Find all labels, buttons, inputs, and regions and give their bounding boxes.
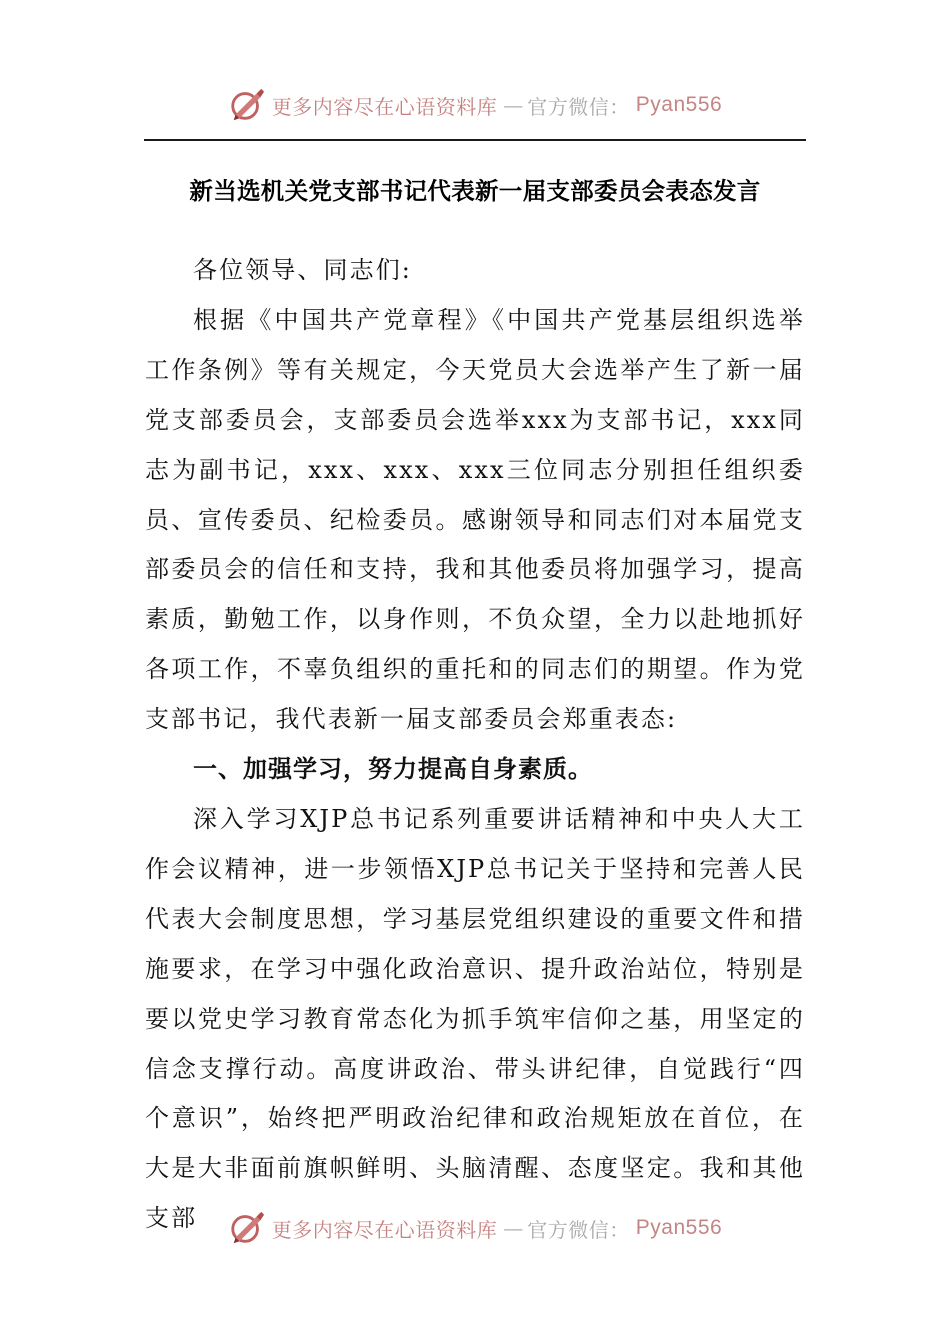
banner-label: 官方微信： [527,94,630,119]
header-divider [144,139,806,141]
banner-title: 更多内容尽在心语资料库 [271,1217,498,1242]
section-heading: 一、加强学习，努力提高自身素质。 [193,755,593,784]
document-body [145,246,805,1244]
footer-banner [0,1203,950,1253]
body-paragraph: 根据《中国共产党章程》《中国共产党基层组织选举工作条例》等有关规定，今天党员大会选举产生了新一届党支部委员会，支部委员会选举xxx为支部书记，xxx同志为副书记，xxx、xxx、xxx三位同志分别担任组织委员、宣传委员、纪检委员。感谢领导和同志们对本届党支部委员会的信任和支持，我和其他委员将加强学习，提高素质，勤勉工作，以身作则，不负众望，全力以赴地抓好各项工作，不辜负组织的重托和的同志们的期望。作为党支部书记，我代表新一届支部委员会郑重表态: [145,305,805,734]
banner-title: 更多内容尽在心语资料库 [271,94,498,119]
banner-separator: — [503,1216,522,1240]
salutation: 各位领导、同志们: [193,256,412,284]
header-banner [0,80,950,130]
pen-circle-logo-icon [228,86,266,124]
body-paragraph: 深入学习XJP总书记系列重要讲话精神和中央人大工作会议精神，进一步领悟XJP总书记关于坚持和完善人民代表大会制度思想，学习基层党组织建设的重要文件和措施要求，在学习中强化政治意识、提升政治站位，特别是要以党史学习教育常态化为抓手筑牢信仰之基，用坚定的信念支撑行动。高度讲政治、带头讲纪律，自觉践行“四个意识”，始终把严明政治纪律和政治规矩放在首位，在大是大非面前旗帜鲜明、头脑清醒、态度坚定。我和其他支部 [145,804,805,1233]
document-title: 新当选机关党支部书记代表新一届支部委员会表态发言 [189,177,761,205]
banner-wechat-id: Pyan556 [635,1216,723,1239]
banner-wechat-id: Pyan556 [635,93,723,116]
pen-circle-logo-icon [228,1209,266,1247]
banner-label: 官方微信： [527,1217,630,1242]
banner-separator: — [503,93,522,117]
